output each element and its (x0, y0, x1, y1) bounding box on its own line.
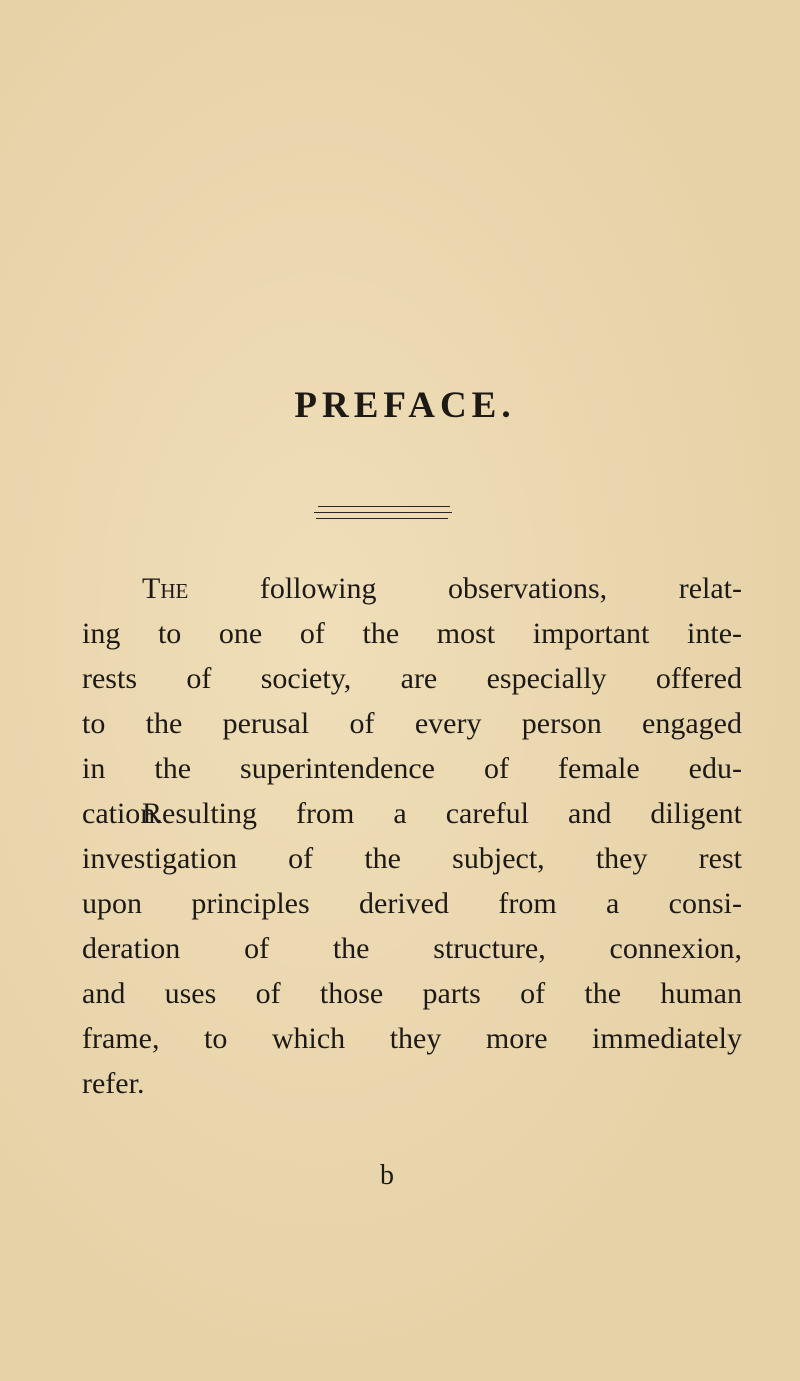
text-line (82, 566, 742, 611)
text-line: refer. (82, 1067, 145, 1100)
lead-word: The (142, 572, 189, 605)
text-line: to the perusal of every person engaged (82, 707, 742, 740)
text-line: deration of the structure, connexion, (82, 932, 742, 965)
text-line: ing to one of the most important inte- (82, 617, 742, 650)
text-line: investigation of the subject, they rest (82, 842, 742, 875)
text-line: upon principles derived from a consi- (82, 887, 742, 920)
signature-mark: b (380, 1160, 394, 1191)
paragraph-2 (82, 791, 742, 1106)
text-line: cation. (82, 797, 163, 830)
decorative-rule (318, 506, 450, 507)
text-line: frame, to which they more immediately (82, 1022, 742, 1055)
text-line: in the superintendence of female edu- (82, 752, 742, 785)
text-line: Resulting from a careful and diligent (142, 797, 742, 830)
decorative-rule (316, 518, 448, 519)
page-title: PREFACE. (294, 385, 516, 426)
decorative-rule (314, 512, 452, 513)
text-line-rest: following observations, relat- (188, 572, 742, 605)
text-line: and uses of those parts of the human (82, 977, 742, 1010)
text-line: rests of society, are especially offered (82, 662, 742, 695)
